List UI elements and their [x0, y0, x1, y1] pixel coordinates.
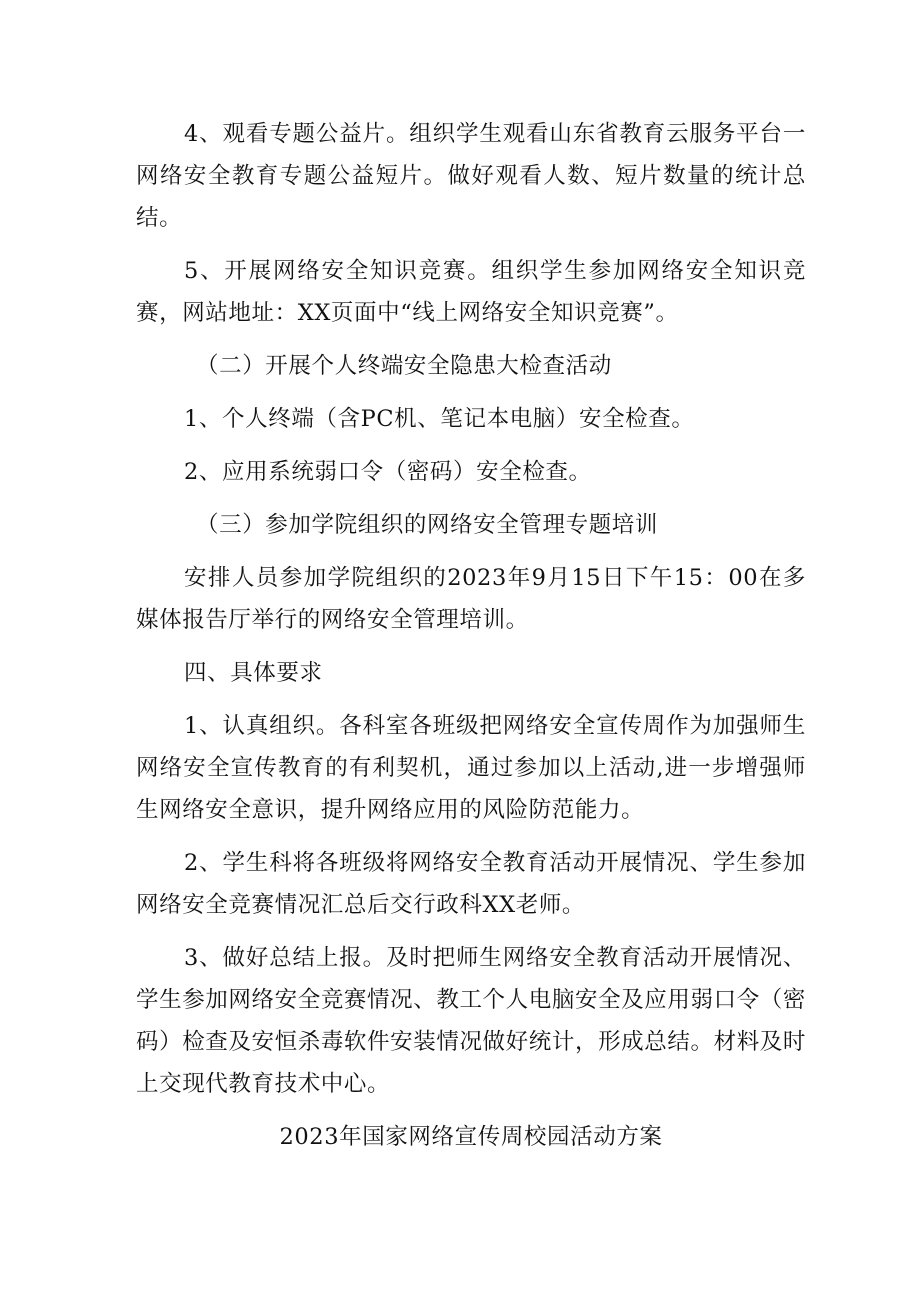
section-heading-3: （三）参加学院组织的网络安全管理专题培训	[196, 512, 659, 538]
paragraph-training: 安排人员参加学院组织的2023年9月15日下午15：00在多媒体报告厅举行的网络安全管理培训。	[136, 565, 806, 633]
document-title: 2023年国家网络宣传周校园活动方案	[279, 1124, 663, 1150]
paragraph-check-2: 2、应用系统弱口令（密码）安全检查。	[184, 459, 592, 485]
paragraph-item-4: 4、观看专题公益片。组织学生观看山东省教育云服务平台一网络安全教育专题公益短片。做好观看人数、短片数量的统计总结。	[136, 121, 806, 231]
section-heading-2: （二）开展个人终端安全隐患大检查活动	[196, 353, 612, 379]
document-page	[136, 113, 806, 1169]
paragraph-requirement-1: 1、认真组织。各科室各班级把网络安全宣传周作为加强师生网络安全宣传教育的有利契机，通过参加以上活动,进一步增强师生网络安全意识，提升网络应用的风险防范能力。	[136, 713, 806, 823]
paragraph-requirement-3: 3、做好总结上报。及时把师生网络安全教育活动开展情况、学生参加网络安全竞赛情况、教工个人电脑安全及应用弱口令（密码）检查及安恒杀毒软件安装情况做好统计，形成总结。材料及时上交现代教育技术中心。	[136, 945, 806, 1097]
paragraph-requirement-2: 2、学生科将各班级将网络安全教育活动开展情况、学生参加网络安全竞赛情况汇总后交行政科XX老师。	[136, 850, 806, 918]
paragraph-item-5: 5、开展网络安全知识竞赛。组织学生参加网络安全知识竞赛，网站地址：XX页面中“线上网络安全知识竞赛”。	[136, 258, 806, 326]
section-heading-4: 四、具体要求	[184, 660, 323, 686]
paragraph-check-1: 1、个人终端（含PC机、笔记本电脑）安全检查。	[184, 406, 695, 432]
